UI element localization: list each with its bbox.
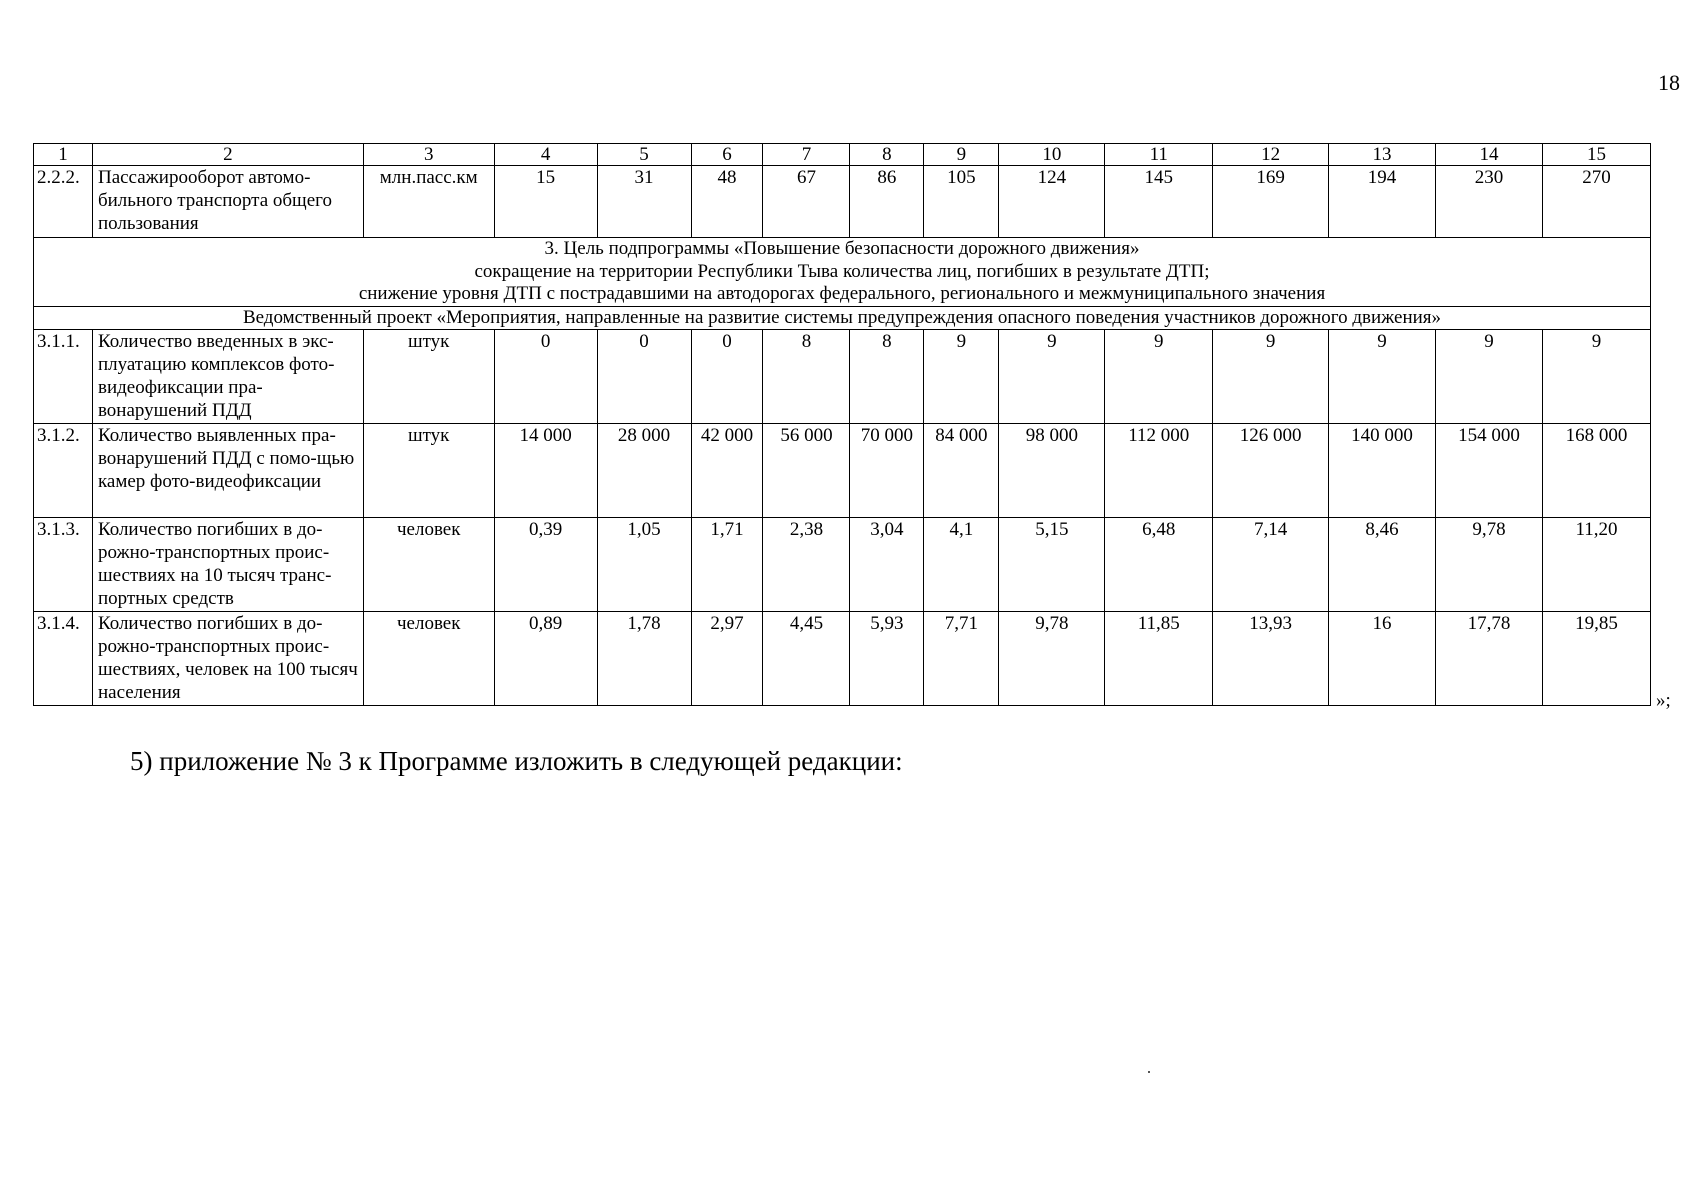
- value-cell: 124: [999, 166, 1105, 238]
- value-cell: 9,78: [1436, 518, 1543, 612]
- value-cell: 9: [1329, 330, 1436, 424]
- value-cell: 8: [763, 330, 850, 424]
- value-cell: 0,39: [494, 518, 597, 612]
- value-cell: 0: [597, 330, 691, 424]
- value-cell: 145: [1105, 166, 1213, 238]
- value-cell: 42 000: [691, 424, 763, 518]
- column-number-row: [34, 144, 1651, 166]
- column-number: 6: [691, 144, 763, 166]
- value-cell: 9: [999, 330, 1105, 424]
- row-description: Количество погибших в до-рожно-транспортных проис-шествиях, человек на 100 тысяч населения: [92, 612, 363, 706]
- scan-speck: [1148, 1071, 1150, 1073]
- value-cell: 56 000: [763, 424, 850, 518]
- value-cell: 0,89: [494, 612, 597, 706]
- value-cell: 48: [691, 166, 763, 238]
- table-row-3-1-3: [34, 518, 1651, 612]
- column-number: 3: [363, 144, 494, 166]
- row-description: Количество погибших в до-рожно-транспортных проис-шествиях на 10 тысяч транс-портных средств: [92, 518, 363, 612]
- value-cell: 5,15: [999, 518, 1105, 612]
- value-cell: 1,05: [597, 518, 691, 612]
- column-number: 1: [34, 144, 93, 166]
- value-cell: 9: [1436, 330, 1543, 424]
- value-cell: 8: [850, 330, 924, 424]
- table-row-3-1-2: [34, 424, 1651, 518]
- value-cell: 11,85: [1105, 612, 1213, 706]
- value-cell: 1,71: [691, 518, 763, 612]
- value-cell: 17,78: [1436, 612, 1543, 706]
- row-number: 3.1.3.: [34, 518, 93, 612]
- value-cell: 3,04: [850, 518, 924, 612]
- column-number: 2: [92, 144, 363, 166]
- value-cell: 270: [1542, 166, 1650, 238]
- value-cell: 2,38: [763, 518, 850, 612]
- goal-line: сокращение на территории Республики Тыва количества лиц, погибших в результате ДТП;: [474, 260, 1210, 282]
- row-description: Количество выявленных пра-вонарушений ПДД с помо-щью камер фото-видеофиксации: [92, 424, 363, 518]
- column-number: 15: [1542, 144, 1650, 166]
- row-unit: человек: [363, 612, 494, 706]
- table-row-3-1-1: [34, 330, 1651, 424]
- column-number: 9: [924, 144, 999, 166]
- table-row-3-1-4: [34, 612, 1651, 706]
- indicators-table: [33, 143, 1651, 706]
- value-cell: 7,14: [1213, 518, 1329, 612]
- value-cell: 16: [1329, 612, 1436, 706]
- value-cell: 4,45: [763, 612, 850, 706]
- closing-quote-mark: »;: [1656, 690, 1671, 711]
- column-number: 11: [1105, 144, 1213, 166]
- row-number: 3.1.2.: [34, 424, 93, 518]
- row-unit: штук: [363, 330, 494, 424]
- amendment-paragraph: 5) приложение № 3 к Программе изложить в следующей редакции:: [130, 746, 903, 776]
- value-cell: 70 000: [850, 424, 924, 518]
- column-number: 10: [999, 144, 1105, 166]
- goal-title: 3. Цель подпрограммы «Повышение безопасности дорожного движения»: [544, 238, 1140, 259]
- value-cell: 7,71: [924, 612, 999, 706]
- value-cell: 5,93: [850, 612, 924, 706]
- row-unit: штук: [363, 424, 494, 518]
- value-cell: 9: [924, 330, 999, 424]
- value-cell: 194: [1329, 166, 1436, 238]
- value-cell: 98 000: [999, 424, 1105, 518]
- value-cell: 31: [597, 166, 691, 238]
- column-number: 8: [850, 144, 924, 166]
- value-cell: 1,78: [597, 612, 691, 706]
- value-cell: 0: [494, 330, 597, 424]
- value-cell: 14 000: [494, 424, 597, 518]
- project-title: Ведомственный проект «Мероприятия, направленные на развитие системы предупреждения опасного поведения участников дорожного движения»: [34, 306, 1651, 330]
- value-cell: 140 000: [1329, 424, 1436, 518]
- value-cell: 126 000: [1213, 424, 1329, 518]
- value-cell: 4,1: [924, 518, 999, 612]
- column-number: 5: [597, 144, 691, 166]
- value-cell: 0: [691, 330, 763, 424]
- table-row-2-2-2: [34, 166, 1651, 238]
- row-number: 3.1.1.: [34, 330, 93, 424]
- value-cell: 169: [1213, 166, 1329, 238]
- value-cell: 67: [763, 166, 850, 238]
- value-cell: 9,78: [999, 612, 1105, 706]
- column-number: 4: [494, 144, 597, 166]
- project-row: [34, 306, 1651, 330]
- row-description: Пассажирооборот автомо-бильного транспорта общего пользования: [92, 166, 363, 238]
- value-cell: 154 000: [1436, 424, 1543, 518]
- goal-line: снижение уровня ДТП с пострадавшими на автодорогах федерального, регионального и межмуниципального значения: [358, 283, 1326, 304]
- value-cell: 2,97: [691, 612, 763, 706]
- column-number: 13: [1329, 144, 1436, 166]
- column-number: 7: [763, 144, 850, 166]
- value-cell: 9: [1213, 330, 1329, 424]
- row-number: 3.1.4.: [34, 612, 93, 706]
- value-cell: 112 000: [1105, 424, 1213, 518]
- value-cell: 28 000: [597, 424, 691, 518]
- value-cell: 86: [850, 166, 924, 238]
- column-number: 14: [1436, 144, 1543, 166]
- value-cell: 105: [924, 166, 999, 238]
- row-number: 2.2.2.: [34, 166, 93, 238]
- value-cell: 13,93: [1213, 612, 1329, 706]
- goal-row: [34, 238, 1651, 307]
- value-cell: 230: [1436, 166, 1543, 238]
- value-cell: 84 000: [924, 424, 999, 518]
- value-cell: 19,85: [1542, 612, 1650, 706]
- row-description: Количество введенных в экс-плуатацию комплексов фото-видеофиксации пра-вонарушений ПДД: [92, 330, 363, 424]
- value-cell: 11,20: [1542, 518, 1650, 612]
- page-number: 18: [1658, 70, 1680, 95]
- column-number: 12: [1213, 144, 1329, 166]
- value-cell: 8,46: [1329, 518, 1436, 612]
- value-cell: 168 000: [1542, 424, 1650, 518]
- goal-cell: [34, 238, 1651, 307]
- row-unit: человек: [363, 518, 494, 612]
- value-cell: 6,48: [1105, 518, 1213, 612]
- row-unit: млн.пасс.км: [363, 166, 494, 238]
- value-cell: 15: [494, 166, 597, 238]
- value-cell: 9: [1105, 330, 1213, 424]
- value-cell: 9: [1542, 330, 1650, 424]
